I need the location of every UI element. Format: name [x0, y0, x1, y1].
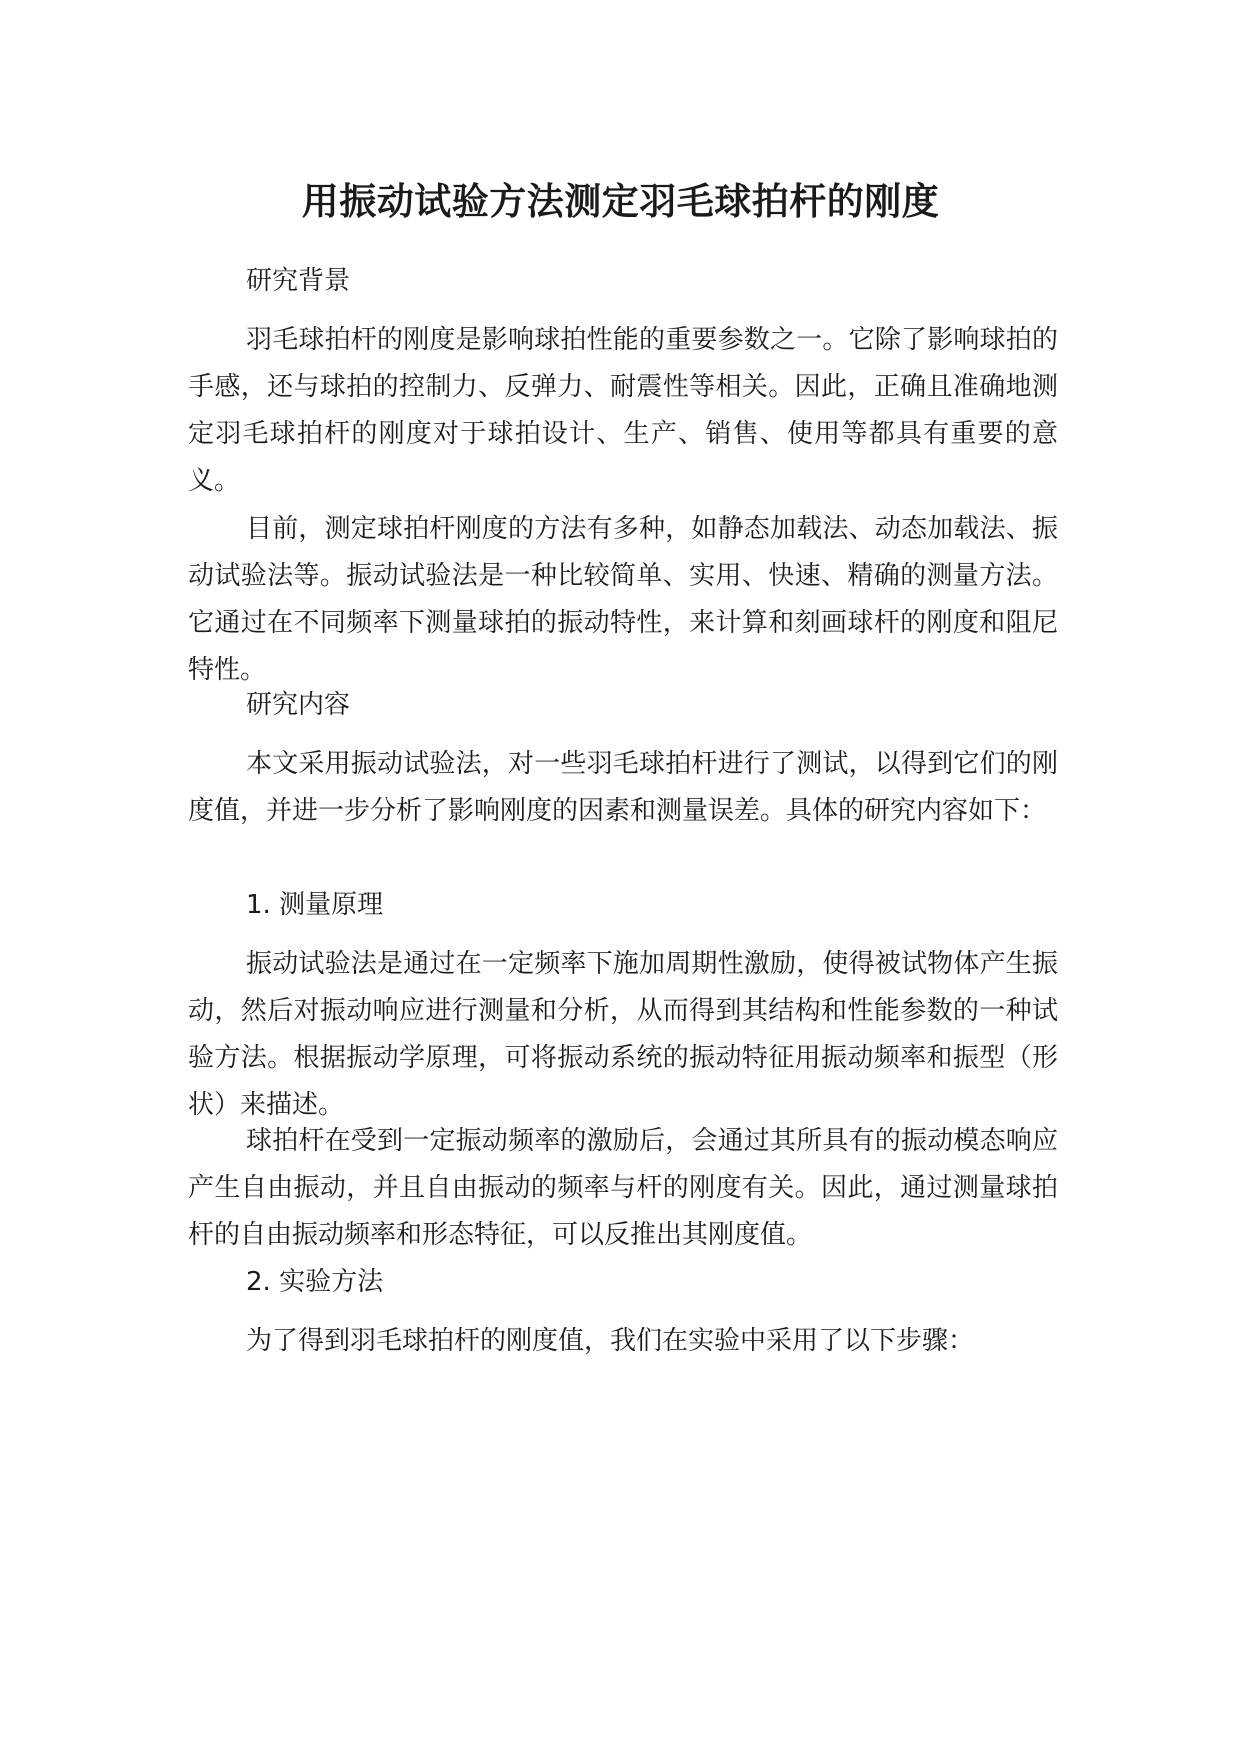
paragraph-content-intro: 本文采用振动试验法，对一些羽毛球拍杆进行了测试，以得到它们的刚度值，并进一步分析了影响刚度的因素和测量误差。具体的研究内容如下：: [188, 749, 1058, 826]
paragraph-method-intro: 为了得到羽毛球拍杆的刚度值，我们在实验中采用了以下步骤：: [246, 1326, 975, 1356]
subsection-heading-method: 2. 实验方法: [246, 1267, 384, 1297]
document-title: 用振动试验方法测定羽毛球拍杆的刚度: [301, 180, 940, 223]
paragraph-principle-2: 球拍杆在受到一定振动频率的激励后，会通过其所具有的振动模态响应产生自由振动，并且自由振动的频率与杆的刚度有关。因此，通过测量球拍杆的自由振动频率和形态特征，可以反推出其刚度值。: [188, 1126, 1058, 1250]
paragraph-background-1: 羽毛球拍杆的刚度是影响球拍性能的重要参数之一。它除了影响球拍的手感，还与球拍的控制力、反弹力、耐震性等相关。因此，正确且准确地测定羽毛球拍杆的刚度对于球拍设计、生产、销售、使用等都具有重要的意义。: [188, 325, 1058, 496]
paragraph-principle-1: 振动试验法是通过在一定频率下施加周期性激励，使得被试物体产生振动，然后对振动响应进行测量和分析，从而得到其结构和性能参数的一种试验方法。根据振动学原理，可将振动系统的振动特征用振动频率和振型（形状）来描述。: [188, 949, 1058, 1120]
section-heading-content: 研究内容: [246, 690, 351, 720]
subsection-heading-principle: 1. 测量原理: [246, 890, 384, 920]
section-heading-background: 研究背景: [246, 266, 351, 296]
paragraph-background-2: 目前，测定球拍杆刚度的方法有多种，如静态加载法、动态加载法、振动试验法等。振动试验法是一种比较简单、实用、快速、精确的测量方法。它通过在不同频率下测量球拍的振动特性，来计算和刻画球杆的刚度和阻尼特性。: [188, 514, 1058, 685]
